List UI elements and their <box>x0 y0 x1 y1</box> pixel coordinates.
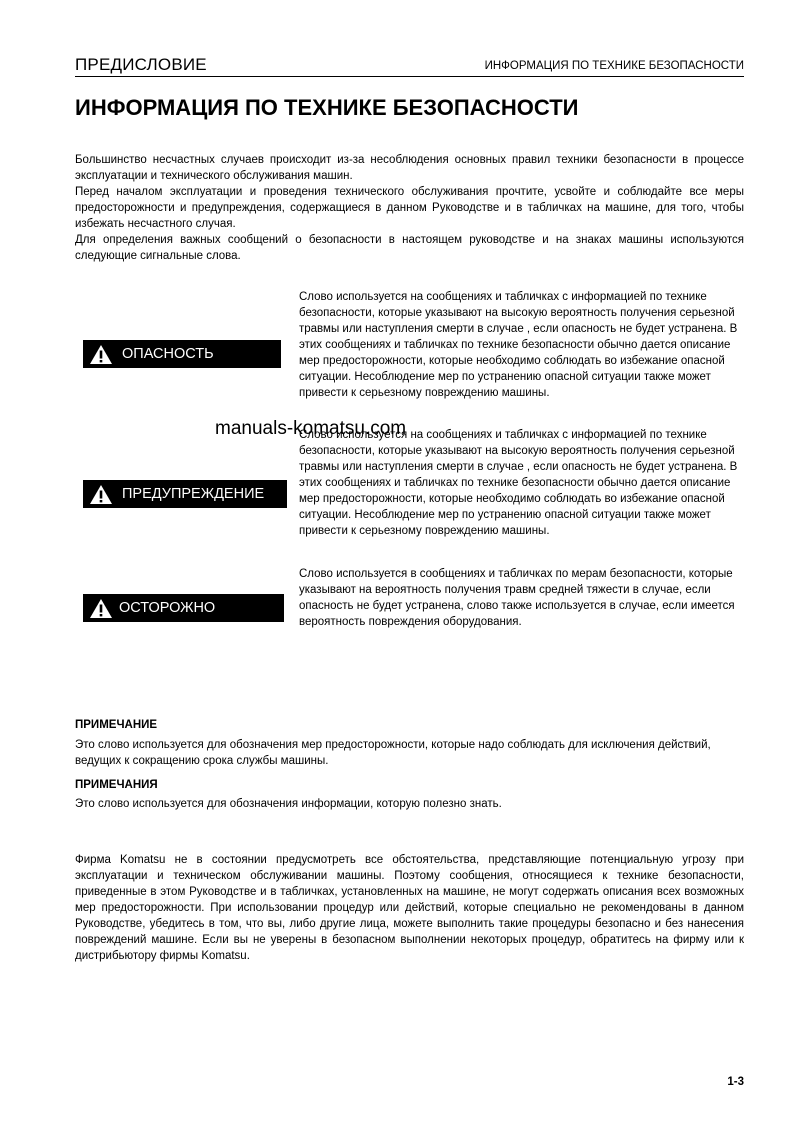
header-rule <box>75 76 744 77</box>
note-heading: ПРИМЕЧАНИЕ <box>75 719 158 731</box>
warning-triangle-icon <box>89 484 113 505</box>
warning-triangle-icon <box>89 598 113 619</box>
header-section: ПРЕДИСЛОВИЕ <box>75 55 207 74</box>
closing-paragraph: Фирма Komatsu не в состоянии предусмотреть все обстоятельства, представляющие потенциальную угрозу при эксплуатации и техническом обслуживании машины. Поэтому сообщения, относящиеся к технике безопасности, приведенные в этом Руководстве и в табличках, установленных на машине, не могут содержать описания всех возможных мер предосторожности. При использовании процедур или действий, которые специально не рекомендованы в данном Руководстве, убедитесь в том, что вы, либо другие лица, можете выполнить такие процедуры безопасно и без нанесения повреждений машине. Если вы не уверены в безопасном выполнении некоторых процедур, обратитесь на фирму или к дистрибьютору фирмы Komatsu. <box>75 854 744 962</box>
header-running-title: ИНФОРМАЦИЯ ПО ТЕХНИКЕ БЕЗОПАСНОСТИ <box>484 60 744 72</box>
danger-description: Слово используется на сообщениях и табличках с информацией по технике безопасности, которые указывают на высокую вероятность получения серьезной травмы или наступления смерти в случае , если опасность не будет устранена. В этих сообщениях и табличках по технике безопасности обычно дается описание мер предосторожности, которые необходимо соблюдать во избежание опасной ситуации. Несоблюдение мер по устранению опасной ситуации также может привести к серьезному повреждению машины. <box>299 291 738 399</box>
caution-label: ОСТОРОЖНО <box>119 600 216 616</box>
warning-description: Слово используется на сообщениях и табличках с информацией по технике безопасности, которые указывают на высокую вероятность получения серьезной травмы или наступления смерти в случае , если опасность не будет устранена. В этих сообщениях и табличках по технике безопасности обычно дается описание мер предосторожности, которые необходимо соблюдать во избежание опасной ситуации. Несоблюдение мер по устранению опасной ситуации также может привести к серьезному повреждению машины. <box>299 429 738 537</box>
warning-badge <box>83 480 287 508</box>
note-body: Это слово используется для обозначения мер предосторожности, которые надо соблюдать для исключения действий, ведущих к сокращению срока службы машины. <box>75 739 711 767</box>
caution-badge <box>83 594 284 622</box>
notes-heading: ПРИМЕЧАНИЯ <box>75 779 158 791</box>
caution-description: Слово используется в сообщениях и табличках по мерам безопасности, которые указывают на вероятность получения травм средней тяжести в случае, если опасность не будет устранена, слово также используется в случае, если имеется вероятность повреждения оборудования. <box>299 568 735 628</box>
page-title: ИНФОРМАЦИЯ ПО ТЕХНИКЕ БЕЗОПАСНОСТИ <box>75 95 579 120</box>
notes-body: Это слово используется для обозначения информации, которую полезно знать. <box>75 798 502 810</box>
intro <box>75 152 744 264</box>
warning-triangle-icon <box>89 344 113 365</box>
page-number: 1-3 <box>727 1076 744 1088</box>
intro-paragraph: Большинство несчастных случаев происходит из-за несоблюдения основных правил техники безопасности в процессе эксплуатации и технического обслуживания машин. <box>75 154 744 182</box>
warning-label: ПРЕДУПРЕЖДЕНИЕ <box>122 486 265 502</box>
intro-paragraph: Для определения важных сообщений о безопасности в настоящем руководстве и на знаках машины используются следующие сигнальные слова. <box>75 234 744 262</box>
danger-badge <box>83 340 281 368</box>
watermark: manuals-komatsu.com <box>215 418 407 439</box>
intro-paragraph: Перед началом эксплуатации и проведения технического обслуживания прочтите, усвойте и соблюдайте все меры предосторожности и предупреждения, содержащиеся в данном Руководстве и в табличках на машине, для того, чтобы избежать несчастного случая. <box>75 186 744 230</box>
danger-label: ОПАСНОСТЬ <box>122 346 214 362</box>
